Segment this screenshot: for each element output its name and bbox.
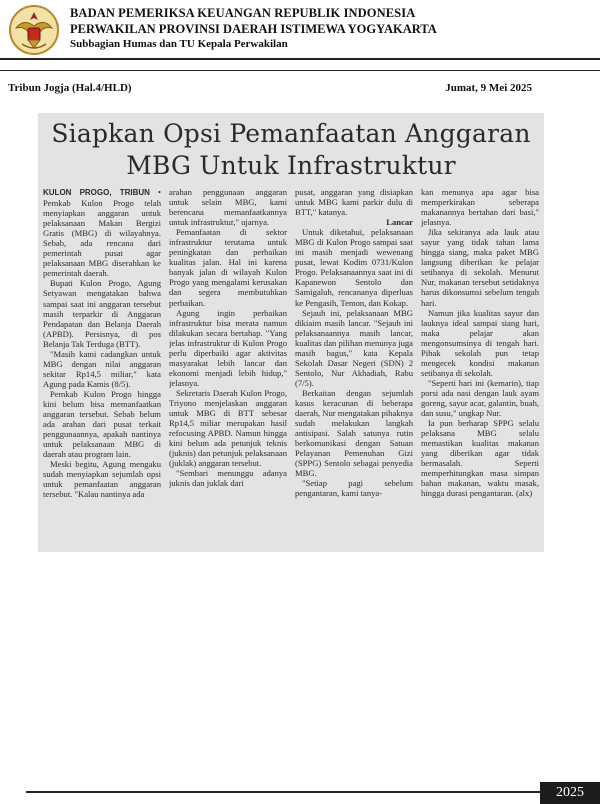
paragraph: Berkaitan dengan sejumlah kasus keracunan di beberapa daerah, Nur mengatakan pihaknya sudah melakukan langkah antisipasi. Salah satunya rutin berkomunikasi dengan Satuan Pelayanan Pemenuhan Gizi (SPPG) Sentolo sebagai penyedia MBG. (295, 387, 413, 479)
paragraph: • Pemkab Kulon Progo telah menyiapkan anggaran untuk pelaksanaan Makan Bergizi Gratis (MBG) di wilayahnya. Sebab, ada rencana dari pemerintah pusat agar pelaksanaan MBG diserahkan ke pemerintah daerah. (43, 187, 161, 279)
newspaper-clipping (38, 113, 544, 552)
paragraph: Namun jika kualitas sayur dan lauknya ideal sampai siang hari, maka pelajar akan mengonsumsinya di tengah hari. Pihak sekolah pun tetap mengecek kondisi makanan setibanya di sekolah. (421, 307, 539, 378)
date-label: Jumat, 9 Mei 2025 (445, 82, 532, 94)
paragraph: Sejauh ini, pelaksanaan MBG dikiaim masih lancar. "Sejauh ini pelaksanaannya masih lancar, kualitas dan pilihan menunya juga masih bagus," kata Kepala Sekolah Dasar Negeri (SDN) 2 Sentolo, Nur Akhadiah, Rabu (7/5). (295, 307, 413, 388)
header-org-name: BADAN PEMERIKSA KEUANGAN REPUBLIK INDONESIA (70, 6, 416, 20)
paragraph: Ia pun berharap SPPG selalu pelaksana MBG selalu memastikan kualitas makanan yang diberikan agar tidak bermasalah. Seperti memperhitungkan masa simpan bahan makanan, waktu masak, hingga durasi pengantaran. (alx) (421, 418, 539, 499)
page-number: 2025 (540, 782, 600, 804)
headline-line-2: MBG Untuk Infrastruktur (126, 151, 456, 180)
paragraph: pusat, anggaran yang disiapkan untuk MBG kami parkir dulu di BTT," katanya. (295, 187, 413, 218)
paragraph: Bupati Kulon Progo, Agung Setyawan mengatakan bahwa sampai saat ini anggaran tersebut masih terparkir di Anggaran Pendapatan dan Belanja Daerah (APBD). Persisnya, di pos Belanja Tak Terduga (BTT). (43, 278, 161, 349)
article-column-4 (421, 187, 539, 547)
paragraph: Jika sekiranya ada lauk atau sayur yang tidak tahan lama hingga siang, maka paket MBG langsung diberikan ke pelajar setibanya di sekolah. Menurut Nur, makanan tersebut setidaknya harus dikonsumsi sebelum tengah hari. (421, 227, 539, 308)
paragraph: "Sembari menunggu adanya juknis dan juklak dari (169, 468, 287, 489)
header-divider-thin (0, 70, 600, 71)
paragraph: Sekretaris Daerah Kulon Progo, Triyono menjelaskan anggaran untuk MBG di BTT sebesar Rp14,5 miliar merupakan hasil refocusing APBD. Namun hingga kini belum ada petunjuk teknis (juknis) dan petunjuk pelaksanaan (juklak) anggaran tersebut. (169, 387, 287, 469)
paragraph: kan menunya apa agar bisa memperkirakan seberapa makanannya bertahan dari basi," jelasnya. (421, 187, 539, 228)
source-label: Tribun Jogja (Hal.4/HLD) (8, 82, 132, 94)
paragraph: "Setiap pagi sebelum pengantaran, kami tanya- (295, 478, 413, 499)
header-unit-name: Subbagian Humas dan TU Kepala Perwakilan (70, 38, 288, 50)
article-column-3 (295, 187, 413, 547)
subheading: Lancar (386, 217, 413, 228)
paragraph: arahan penggunaan anggaran untuk selain MBG, kami berencana memanfaatkannya untuk infrastruktur," ujarnya. (169, 187, 287, 228)
paragraph: Meski begitu, Agung mengaku sudah menyiapkan sejumlah opsi untuk pemanfaatan anggaran tersebut. "Kalau nantinya ada (43, 459, 161, 500)
paragraph: "Masih kami cadangkan untuk MBG dengan nilai anggaran sekitar Rp14,5 miliar," kata Agung pada Kamis (8/5). (43, 348, 161, 389)
header-divider (0, 58, 600, 60)
article-column-2 (169, 187, 287, 547)
footer-divider (26, 791, 540, 793)
article-column-1 (43, 187, 161, 547)
article-body (43, 187, 539, 547)
paragraph: "Seperti hari ini (kemarin), tiap porsi ada nasi dengan lauk ayam goreng, sayur acar, galantin, buah, dan susu," ungkap Nur. (421, 377, 539, 419)
headline-line-1: Siapkan Opsi Pemanfaatan Anggaran (51, 119, 531, 148)
garuda-emblem-icon (8, 4, 60, 56)
header-office-name: PERWAKILAN PROVINSI DAERAH ISTIMEWA YOGYAKARTA (70, 22, 437, 36)
paragraph: Pemanfaatan di sektor infrastruktur terutama untuk peningkatan dan perbaikan kualitas jalan. Hal ini karena banyak jalan di wilayah Kulon Progo yang mengalami kerusakan dan segera membutuhkan perbaikan. (169, 227, 287, 308)
paragraph: Untuk diketahui, pelaksanaan MBG di Kulon Progo sampai saat ini masih menjadi wewenang pusat, lewat Kodim 0731/Kulon Progo. Pelaksanaannya saat ini di Kapanewon Sentolo dan Samigaluh, rencananya diperluas ke Pengasih, Temon, dan Kokap. (295, 227, 413, 308)
paragraph: Agung ingin perbaikan infrastruktur bisa merata namun dilakukan secara bertahap. "Yang jelas infrastruktur di Kulon Progo perlu diperbaiki agar aktivitas masyarakat lebih lancar dan ekonomi menjadi lebih hidup," jelasnya. (169, 307, 287, 388)
paragraph: Pemkab Kulon Progo hingga kini belum bisa memanfaatkan anggaran tersebut. Sebab belum ada arahan dari pusat terkait penggunaannya, apakah nantinya untuk pelaksanaan MBG di daerah atau program lain. (43, 388, 161, 460)
dateline: KULON PROGO, TRIBUN (43, 188, 150, 197)
